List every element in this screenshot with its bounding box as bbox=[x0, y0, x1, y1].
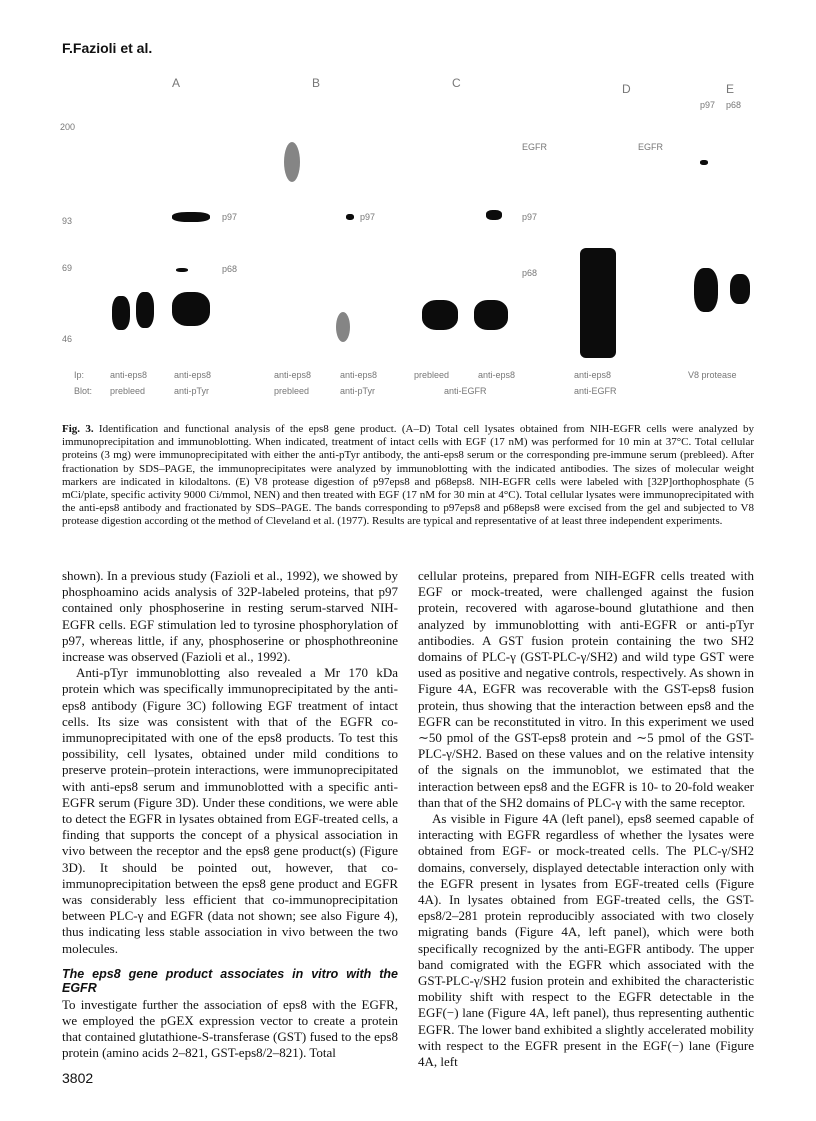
blot-band bbox=[112, 296, 130, 330]
blot-label: prebleed bbox=[110, 386, 146, 396]
band-label-p97-c: p97 bbox=[522, 212, 538, 222]
blot-band bbox=[486, 210, 502, 220]
ip-row-label: Ip: bbox=[74, 370, 85, 380]
running-head: F.Fazioli et al. bbox=[62, 40, 153, 56]
blot-row-label: Blot: bbox=[74, 386, 93, 396]
blot-band bbox=[136, 292, 154, 328]
paragraph: To investigate further the association of eps8 with the EGFR, we employed the pGEX expression vector to create a protein that contained glutathione-S-transferase (GST) fused to the eps8 protein (amino acids 2–821, GST-eps8/2–821). Total bbox=[62, 996, 398, 1061]
blot-smear bbox=[284, 142, 300, 182]
blot-band bbox=[474, 300, 508, 330]
band-label-p68-a: p68 bbox=[222, 264, 238, 274]
ip-label: anti-eps8 bbox=[574, 370, 612, 380]
blot-band bbox=[580, 248, 616, 358]
paragraph: shown). In a previous study (Fazioli et al., 1992), we showed by phosphoamino acids analysis of 32P-labeled proteins, that p97 contained only phosphoserine in resting serum-starved NIH-EGFR cells. EGF stimulation led to tyrosine phosphorylation of p97, whereas little, if any, phosphoserine or phosphothreonine increase was observed (Fazioli et al., 1992). bbox=[62, 568, 398, 665]
panel-label-c: C bbox=[452, 76, 461, 90]
band-label-p68-e: p68 bbox=[726, 100, 742, 110]
mw-marker-46: 46 bbox=[62, 334, 73, 344]
blot-band bbox=[700, 160, 708, 165]
blot-label: anti-EGFR bbox=[574, 386, 617, 396]
ip-label: anti-eps8 bbox=[478, 370, 516, 380]
blot-label: anti-EGFR bbox=[444, 386, 487, 396]
paragraph: Anti-pTyr immunoblotting also revealed a Mr 170 kDa protein which was specifically immunoprecipitated by the anti-eps8 antibody (Figure 3C) following EGF treatment of intact cells. Its size was consistent with that of the EGFR co-immunoprecipitated with one of the eps8 products. To test this possibility, cell lysates, obtained under mild conditions to preserve protein–protein interactions, were immunoprecipitated with anti-eps8 serum and immunoblotted with a specific anti-EGFR serum (Figure 3D). Under these conditions, we were able to detect the EGFR in lysates obtained from EGF-treated cells, a finding that supports the concept of a physical association in vivo between the receptor and the eps8 gene product(s) (Figure 3D). It should be pointed out, however, that co-immunoprecipitation between the eps8 gene product and EGFR was considerably less efficient that co-immunoprecipitation between PLC-γ and EGFR (data not shown; see also Figure 4), thus indicating less stable association in vivo between the two molecules. bbox=[62, 665, 398, 956]
blot-band bbox=[694, 268, 718, 312]
blot-band bbox=[422, 300, 458, 330]
band-label-egfr-c: EGFR bbox=[522, 142, 548, 152]
ip-label: anti-eps8 bbox=[174, 370, 212, 380]
right-column bbox=[418, 568, 754, 1070]
page-number: 3802 bbox=[62, 1070, 94, 1086]
panel-label-e: E bbox=[726, 82, 735, 96]
blot-band bbox=[172, 212, 210, 222]
panel-label-a: A bbox=[172, 76, 181, 90]
mw-marker-93: 93 bbox=[62, 216, 73, 226]
band-label-egfr-d: EGFR bbox=[638, 142, 664, 152]
figure-3-blots bbox=[60, 72, 780, 402]
panel-label-d: D bbox=[622, 82, 631, 96]
band-label-p97-a: p97 bbox=[222, 212, 238, 222]
caption-body: (A–D) Total cell lysates obtained from NIH-EGFR cells were analyzed by immunoprecipitation and immunoblotting. When indicated, treatment of intact cells with EGF (17 nM) was performed for 10 min at 37°C. Total cellular proteins (3 mg) were immunoprecipitated with either the anti-pTyr antibody, the anti-eps8 serum or the corresponding pre-immune serum (prebleed). After fractionation by SDS–PAGE, the immunoprecipitates were analyzed by immunoblotting with the indicated antibodies. The sizes of molecular weight markers are indicated in kilodaltons. (E) V8 protease digestion of p97eps8 and p68eps8. NIH-EGFR cells were labeled with [32P]orthophosphate (5 mCi/plate, specific activity 9000 Ci/mmol, NEN) and then treated with EGF (17 nM for 30 min at 4°C). Total cellular lysates were immunoprecipitated with the anti-eps8 antibody and fractionated by SDS–PAGE. The bands corresponding to p97eps8 and p68eps8 were excised from the gel and subjected to V8 protease digestion according ot the method of Cleveland et al. (1977). Results are typical and representative of at least three independent experiments. bbox=[62, 423, 755, 528]
mw-marker-69: 69 bbox=[62, 263, 73, 273]
blot-smear bbox=[336, 312, 350, 342]
figure-caption bbox=[62, 423, 754, 529]
blot-label: prebleed bbox=[274, 386, 310, 396]
blot-band bbox=[346, 214, 354, 220]
ip-label: prebleed bbox=[414, 370, 450, 380]
band-label-p97-e: p97 bbox=[700, 100, 716, 110]
blot-band bbox=[172, 292, 210, 326]
ip-label: anti-eps8 bbox=[274, 370, 312, 380]
caption-label: Fig. 3. bbox=[62, 423, 94, 435]
left-column bbox=[62, 568, 398, 1062]
band-label-p97-b: p97 bbox=[360, 212, 376, 222]
band-label-p68-c: p68 bbox=[522, 268, 538, 278]
section-heading: The eps8 gene product associates in vitro with the EGFR bbox=[62, 966, 398, 995]
blot-label: anti-pTyr bbox=[340, 386, 376, 396]
panel-label-b: B bbox=[312, 76, 321, 90]
mw-marker-200: 200 bbox=[60, 122, 76, 132]
caption-lead: Identification and functional analysis of the eps8 gene product. bbox=[98, 423, 397, 435]
blot-label: anti-pTyr bbox=[174, 386, 210, 396]
ip-label: V8 protease bbox=[688, 370, 737, 380]
paragraph: As visible in Figure 4A (left panel), eps8 seemed capable of interacting with EGFR regardless of whether the lysates were obtained from EGF- or mock-treated cells. The PLC-γ/SH2 domains, conversely, displayed detectable interaction only with the EGFR present in lysates from EGF-treated cells (Figure 4A). In lysates obtained from EGF-treated cells, the GST-eps8/2–281 protein reproducibly associated with two closely migrating bands (Figure 4A, left panel), which were both specifically recognized by the anti-EGFR antibody. The upper band comigrated with the EGFR which associated with the GST-PLC-γ/SH2 fusion protein and exhibited the characteristic mobility shift with respect to the EGFR detectable in the EGF(−) lane (Figure 4A, left panel), thus representing authentic EGFR. The lower band exhibited a slightly accelerated mobility with respect to the EGFR present in the EGF(−) lane (Figure 4A, left bbox=[418, 811, 754, 1070]
blot-band bbox=[730, 274, 750, 304]
paragraph: cellular proteins, prepared from NIH-EGFR cells treated with EGF or mock-treated, were challenged against the fusion protein, recovered with agarose-bound glutathione and then analyzed by immunoblotting with anti-EGFR or anti-pTyr antibodies. A GST fusion protein containing the two SH2 domains of PLC-γ (GST-PLC-γ/SH2) and wild type GST were used as positive and negative controls, respectively. As shown in Figure 4A, EGFR was recoverable with the GST-eps8 fusion protein, thus showing that the interaction between eps8 and the EGFR can be reconstituted in vitro. In this experiment we used ∼50 pmol of the GST-eps8 protein and ∼5 pmol of the GST-PLC-γ/SH2. Based on these values and on the relative intensity of the signals on the immunoblot, we estimated that the interaction between eps8 and the EGFR is 10- to 20-fold weaker than that of the SH2 domains of PLC-γ with the same receptor. bbox=[418, 568, 755, 810]
ip-label: anti-eps8 bbox=[110, 370, 148, 380]
blot-band bbox=[176, 268, 188, 272]
ip-label: anti-eps8 bbox=[340, 370, 378, 380]
